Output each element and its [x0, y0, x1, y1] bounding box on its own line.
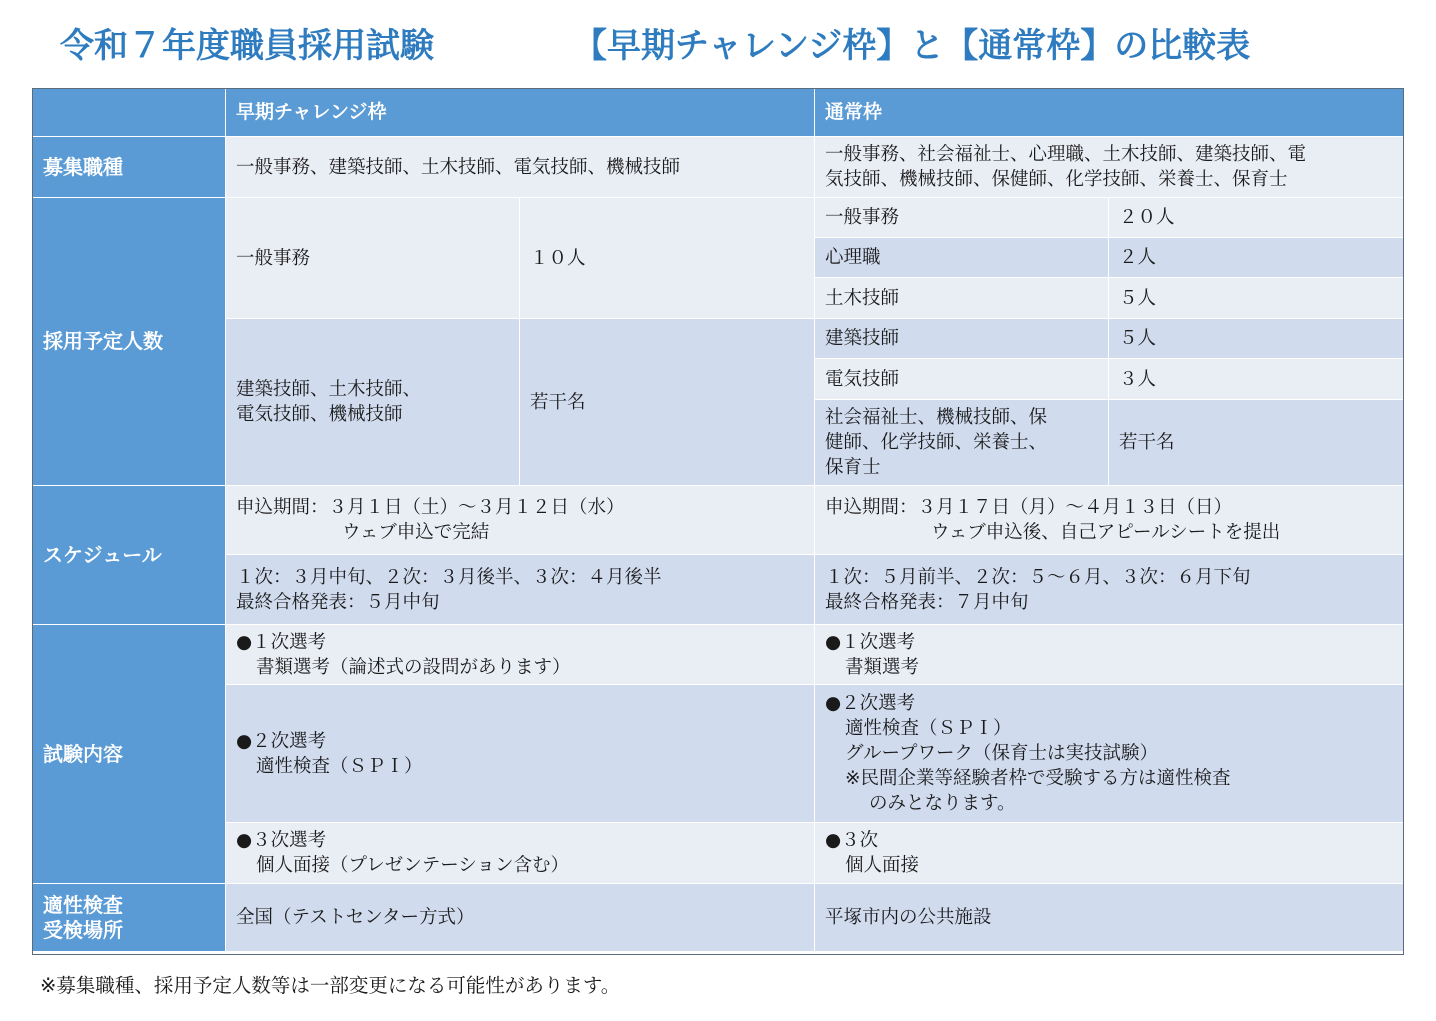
schedule-early-apply-line1: 申込期間：３月１日（土）～３月１２日（水） — [236, 497, 625, 518]
header-regular: 通常枠 — [815, 89, 1405, 137]
schedule-regular-steps-line1: １次：５月前半、２次：５～６月、３次：６月下旬 — [825, 566, 1251, 588]
exam-early-1 — [226, 625, 815, 685]
schedule-row — [33, 555, 1405, 625]
headcount-regular-count-0: ２０人 — [1109, 198, 1405, 238]
exam-early-3-body: 個人面接（プレゼンテーション含む） — [256, 855, 570, 876]
headcount-early-count-1: 若干名 — [520, 319, 815, 486]
headcount-regular-job-5-line3: 保育士 — [825, 457, 881, 478]
schedule-early-apply-line2: ウェブ申込で完結 — [342, 522, 490, 543]
title-main: 令和７年度職員採用試験 — [60, 26, 434, 66]
schedule-regular-apply — [815, 486, 1405, 555]
exam-regular-3 — [815, 823, 1405, 884]
exam-row — [33, 625, 1405, 685]
comparison-table — [32, 88, 1405, 952]
headcount-regular-job-3: 建築技師 — [815, 319, 1109, 359]
exam-regular-1-body: 書類選考 — [845, 656, 920, 678]
jobs-regular-line1: 一般事務、社会福祉士、心理職、土木技師、建築技師、電 — [825, 144, 1307, 165]
header-blank — [33, 89, 226, 137]
exam-regular-2-title: ●２次選考 — [825, 693, 916, 714]
schedule-early-apply — [226, 486, 815, 555]
exam-row — [33, 823, 1405, 884]
exam-row — [33, 685, 1405, 823]
headcount-row — [33, 319, 1405, 359]
label-headcount: 採用予定人数 — [33, 198, 226, 486]
schedule-regular-apply-line1: 申込期間：３月１７日（月）～４月１３日（日） — [825, 497, 1233, 518]
aptitude-early: 全国（テストセンター方式） — [226, 884, 815, 952]
headcount-regular-job-2: 土木技師 — [815, 278, 1109, 319]
exam-regular-2-note1: ※民間企業等経験者枠で受験する方は適性検査 — [845, 768, 1231, 789]
aptitude-regular: 平塚市内の公共施設 — [815, 884, 1405, 952]
jobs-early: 一般事務、建築技師、土木技師、電気技師、機械技師 — [226, 137, 815, 198]
headcount-regular-job-5-line2: 健師、化学技師、栄養士、 — [825, 432, 1048, 453]
headcount-regular-count-4: ３人 — [1109, 359, 1405, 400]
exam-early-3 — [226, 823, 815, 884]
label-aptitude — [33, 884, 226, 952]
headcount-early-count-0: １０人 — [520, 198, 815, 319]
schedule-regular-steps — [815, 555, 1405, 625]
label-schedule: スケジュール — [33, 486, 226, 625]
schedule-regular-steps-line2: 最終合格発表：７月中旬 — [825, 591, 1029, 613]
schedule-regular-apply-line2: ウェブ申込後、自己アピールシートを提出 — [931, 522, 1281, 543]
label-aptitude-line2: 受検場所 — [43, 917, 123, 942]
headcount-regular-job-0: 一般事務 — [815, 198, 1109, 238]
headcount-early-job-1-line1: 建築技師、土木技師、 — [236, 379, 422, 400]
headcount-row — [33, 198, 1405, 238]
exam-regular-1-title: ●１次選考 — [825, 631, 916, 653]
exam-early-1-title: ●１次選考 — [236, 631, 327, 653]
label-aptitude-line1: 適性検査 — [43, 892, 123, 917]
exam-regular-1 — [815, 625, 1405, 685]
schedule-row — [33, 486, 1405, 555]
schedule-early-steps-line2: 最終合格発表：５月中旬 — [236, 591, 440, 613]
jobs-regular-line2: 気技師、機械技師、保健師、化学技師、栄養士、保育士 — [825, 169, 1288, 190]
headcount-regular-job-5-line1: 社会福祉士、機械技師、保 — [825, 407, 1048, 428]
schedule-early-steps-line1: １次：３月中旬、２次：３月後半、３次：４月後半 — [236, 566, 662, 588]
exam-early-2 — [226, 685, 815, 823]
jobs-row — [33, 137, 1405, 198]
exam-regular-2-body2: グループワーク（保育士は実技試験） — [845, 743, 1159, 764]
headcount-regular-count-2: ５人 — [1109, 278, 1405, 319]
header-row — [33, 89, 1405, 137]
headcount-early-job-1-line2: 電気技師、機械技師 — [236, 404, 403, 425]
headcount-regular-job-1: 心理職 — [815, 238, 1109, 278]
jobs-regular — [815, 137, 1405, 198]
label-exam: 試験内容 — [33, 625, 226, 884]
exam-early-2-body: 適性検査（ＳＰＩ） — [256, 755, 423, 777]
exam-regular-2-body1: 適性検査（ＳＰＩ） — [845, 718, 1012, 739]
headcount-early-job-0: 一般事務 — [226, 198, 520, 319]
exam-early-1-body: 書類選考（論述式の設問があります） — [256, 656, 571, 678]
exam-regular-3-title: ●３次 — [825, 830, 879, 851]
headcount-regular-count-1: ２人 — [1109, 238, 1405, 278]
headcount-regular-count-3: ５人 — [1109, 319, 1405, 359]
headcount-regular-job-5 — [815, 400, 1109, 486]
aptitude-row — [33, 884, 1405, 952]
exam-regular-2-note2: のみとなります。 — [869, 793, 1016, 814]
headcount-regular-job-4: 電気技師 — [815, 359, 1109, 400]
header-early: 早期チャレンジ枠 — [226, 89, 815, 137]
headcount-early-job-1 — [226, 319, 520, 486]
footnote: ※募集職種、採用予定人数等は一部変更になる可能性があります。 — [40, 974, 621, 997]
title-sub: 【早期チャレンジ枠】と【通常枠】の比較表 — [573, 26, 1251, 66]
exam-regular-2 — [815, 685, 1405, 823]
exam-early-2-title: ●２次選考 — [236, 730, 327, 752]
exam-regular-3-body: 個人面接 — [845, 855, 920, 876]
page-title — [0, 18, 1436, 70]
schedule-early-steps — [226, 555, 815, 625]
label-jobs: 募集職種 — [33, 137, 226, 198]
headcount-regular-count-5: 若干名 — [1109, 400, 1405, 486]
exam-early-3-title: ●３次選考 — [236, 830, 327, 851]
